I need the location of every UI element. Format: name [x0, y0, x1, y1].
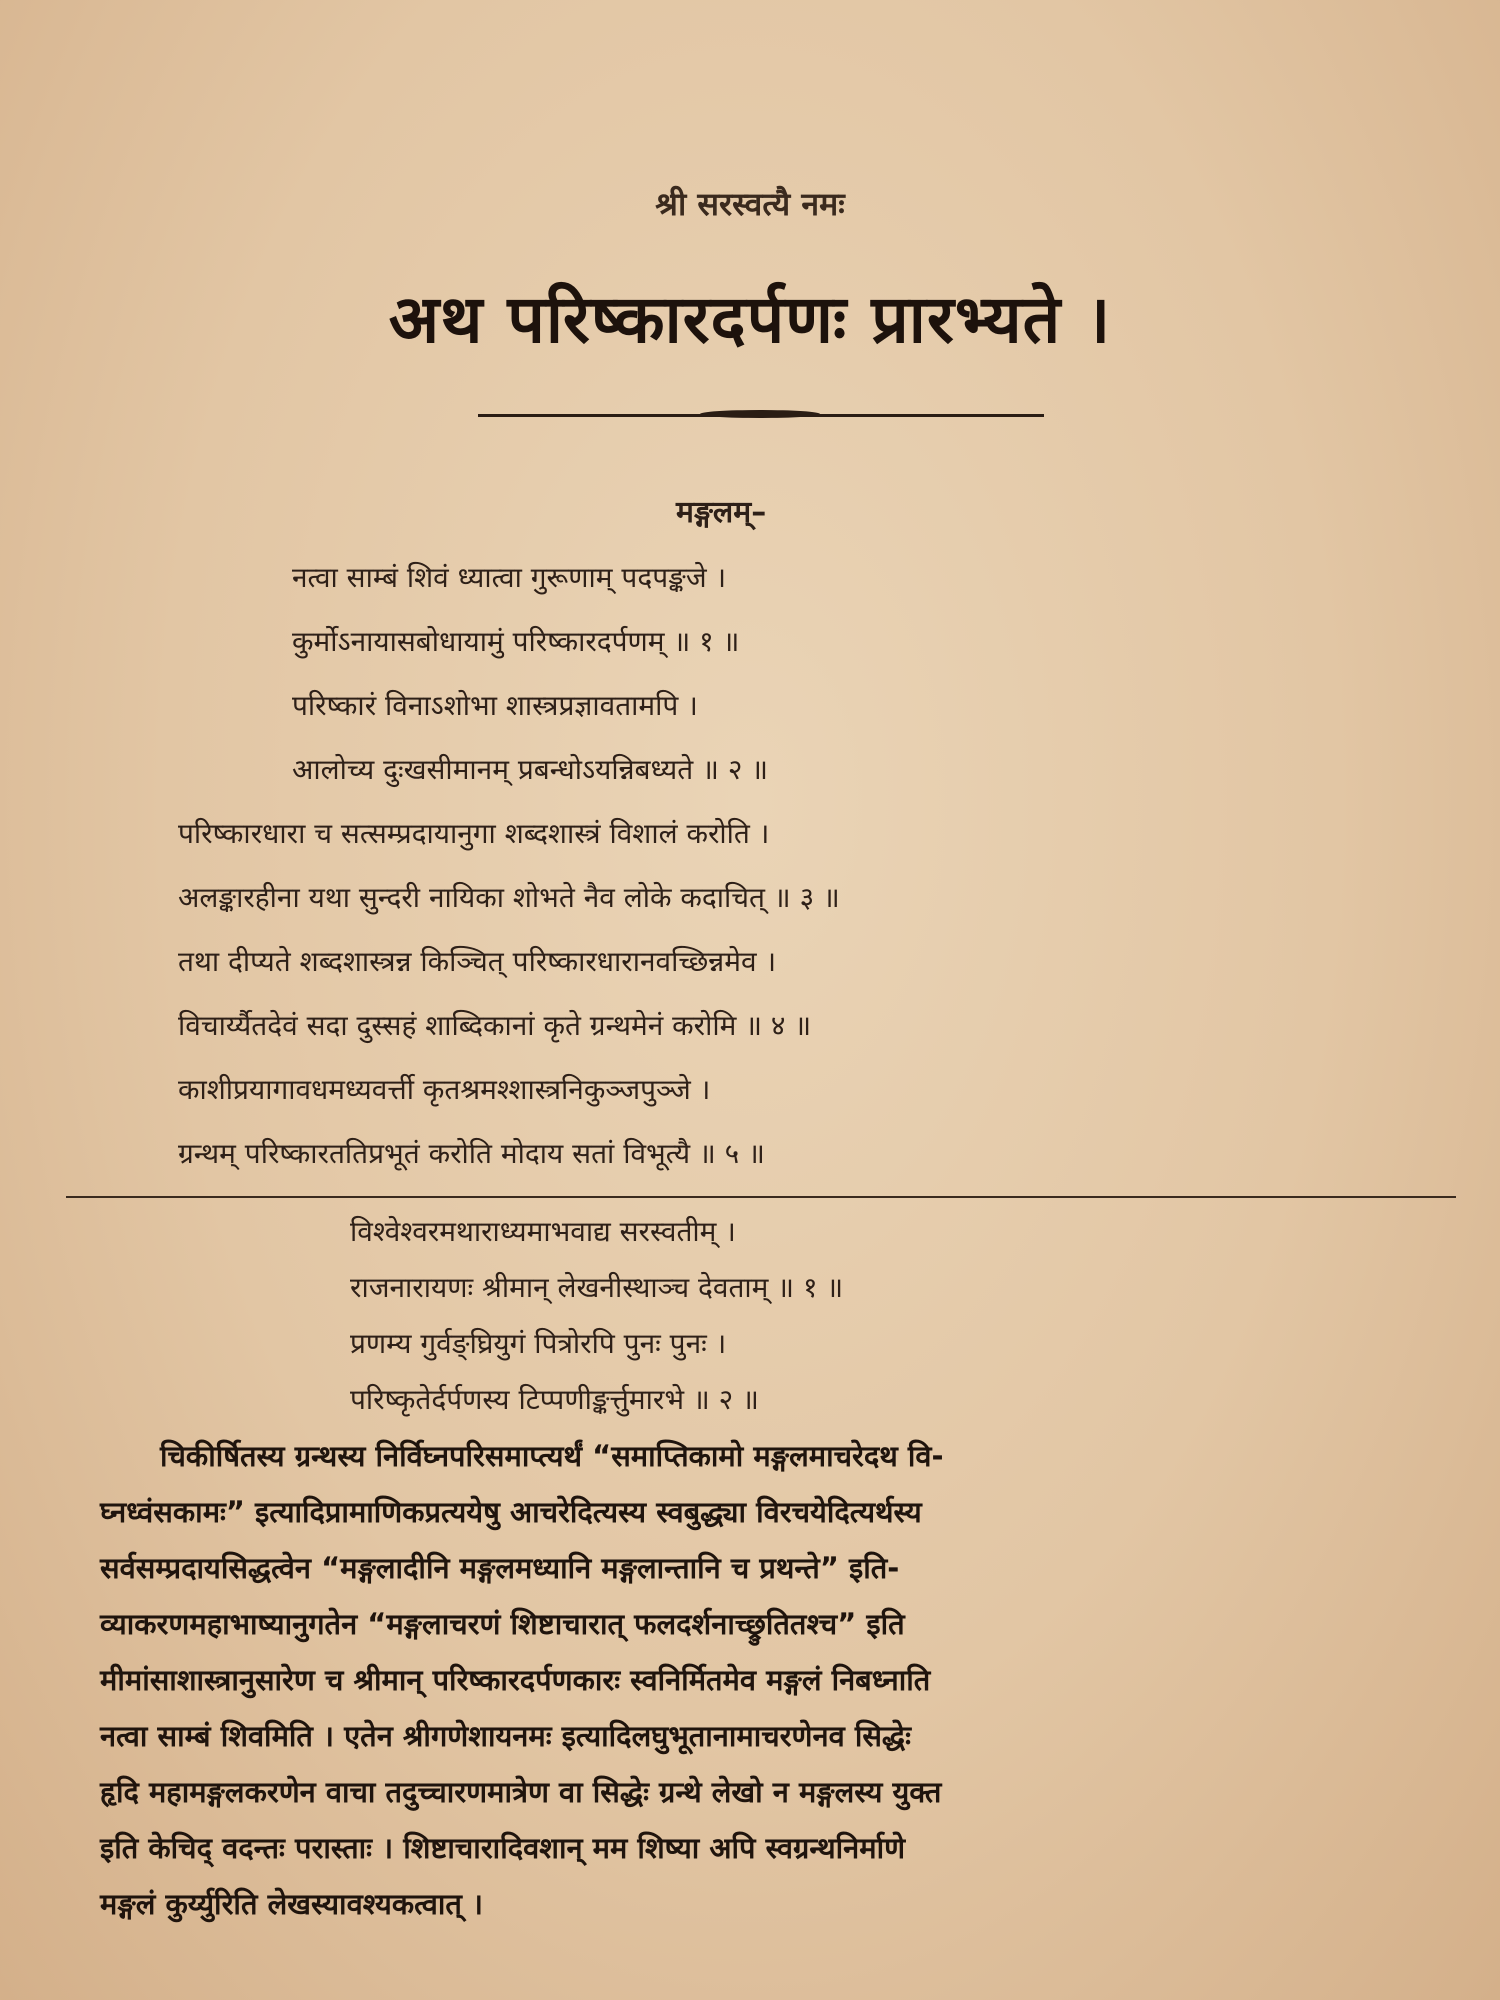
commentary-line: व्याकरणमहाभाष्यानुगतेन “मङ्गलाचरणं शिष्टाचारात् फलदर्शनाच्छ्रुतितश्च” इति [100, 1607, 905, 1641]
mangalam-line: कुर्मोऽनायासबोधायामुं परिष्कारदर्पणम् ॥ १ ॥ [292, 625, 740, 658]
mangalam-line: नत्वा साम्बं शिवं ध्यात्वा गुरूणाम् पदपङ्कजे । [292, 561, 727, 594]
commentary-intro-line: परिष्कृतेर्दर्पणस्य टिप्पणीङ्कर्त्तुमारभे ॥ २ ॥ [350, 1383, 759, 1416]
mangalam-line: तथा दीप्यते शब्दशास्त्रन्न किञ्चित् परिष्कारधारानवच्छिन्नमेव । [178, 945, 777, 978]
commentary-line: नत्वा साम्बं शिवमिति । एतेन श्रीगणेशायनमः इत्यादिलघुभूतानामाचरणेनव सिद्धेः [100, 1719, 911, 1753]
mangalam-line: परिष्कारधारा च सत्सम्प्रदायानुगा शब्दशास्त्रं विशालं करोति । [178, 817, 770, 850]
page-title: अथ परिष्कारदर्पणः प्रारभ्यते । [388, 281, 1112, 358]
mangalam-heading: मङ्गलम्– [676, 495, 767, 530]
invocation: श्री सरस्वत्यै नमः [655, 185, 845, 223]
mangalam-line: ग्रन्थम् परिष्कारततिप्रभूतं करोति मोदाय सतां विभूत्यै ॥ ५ ॥ [178, 1137, 765, 1170]
commentary-line: इति केचिद् वदन्तः परास्ताः । शिष्टाचारादिवशान् मम शिष्या अपि स्वग्रन्थनिर्माणे [100, 1831, 906, 1865]
section-divider [66, 1196, 1456, 1198]
title-rule-ornament [700, 410, 820, 418]
commentary-intro-line: विश्वेश्वरमथाराध्यमाभवाद्य सरस्वतीम् । [350, 1215, 736, 1248]
commentary-line: सर्वसम्प्रदायसिद्धत्वेन “मङ्गलादीनि मङ्गलमध्यानि मङ्गलान्तानि च प्रथन्ते” इति- [100, 1551, 900, 1585]
commentary-intro-line: राजनारायणः श्रीमान् लेखनीस्थाञ्च देवताम् ॥ १ ॥ [350, 1271, 844, 1304]
mangalam-line: परिष्कारं विनाऽशोभा शास्त्रप्रज्ञावतामपि । [292, 689, 698, 722]
commentary-line: मीमांसाशास्त्रानुसारेण च श्रीमान् परिष्कारदर्पणकारः स्वनिर्मितमेव मङ्गलं निबध्नाति [100, 1663, 931, 1697]
commentary-line: हृदि महामङ्गलकरणेन वाचा तदुच्चारणमात्रेण वा सिद्धेः ग्रन्थे लेखो न मङ्गलस्य युक्त [100, 1775, 942, 1809]
commentary-line: चिकीर्षितस्य ग्रन्थस्य निर्विघ्नपरिसमाप्त्यर्थं “समाप्तिकामो मङ्गलमाचरेदथ वि- [160, 1439, 944, 1473]
commentary-line: घ्नध्वंसकामः” इत्यादिप्रामाणिकप्रत्ययेषु आचरेदित्यस्य स्वबुद्ध्या विरचयेदित्यर्थस्य [100, 1495, 922, 1529]
mangalam-line: विचार्य्यैतदेवं सदा दुस्सहं शाब्दिकानां कृते ग्रन्थमेनं करोमि ॥ ४ ॥ [178, 1009, 812, 1042]
commentary-intro-line: प्रणम्य गुर्वङ्घ्रियुगं पित्रोरपि पुनः पुनः । [350, 1327, 727, 1360]
commentary-line: मङ्गलं कुर्य्युरिति लेखस्यावश्यकत्वात् । [100, 1887, 484, 1921]
mangalam-line: अलङ्कारहीना यथा सुन्दरी नायिका शोभते नैव लोके कदाचित् ॥ ३ ॥ [178, 881, 840, 914]
mangalam-line: आलोच्य दुःखसीमानम् प्रबन्धोऽयन्निबध्यते ॥ २ ॥ [292, 753, 769, 786]
mangalam-line: काशीप्रयागावधमध्यवर्त्ती कृतश्रमश्शास्त्रनिकुञ्जपुञ्जे । [178, 1073, 711, 1106]
